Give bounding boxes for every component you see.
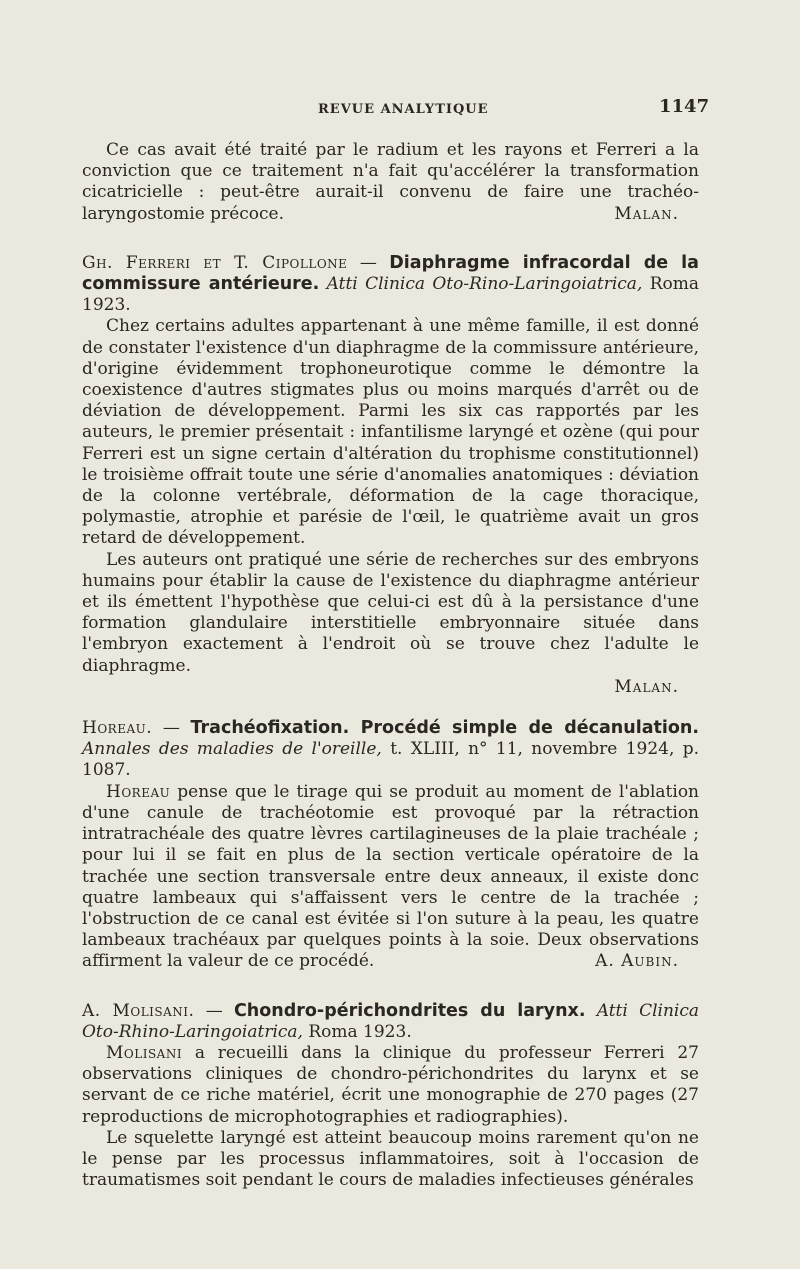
running-head: REVUE ANALYTIQUE	[318, 102, 489, 117]
entry-heading	[82, 253, 699, 317]
entry-journal: Atti Clinica Oto-Rino-Laringoiatrica,	[326, 274, 643, 295]
intro-signature: Malan.	[614, 203, 679, 224]
entry-authors: Horeau.	[82, 718, 153, 739]
entry-paragraph	[82, 1043, 699, 1128]
review-entry-horeau	[82, 718, 699, 972]
page-content	[82, 140, 699, 1191]
entry-authors: A. Molisani.	[82, 1000, 195, 1021]
entry-ref: Roma 1923.	[82, 274, 700, 316]
intro-text: Ce cas avait été traité par le radium et les rayons et Ferreri a la conviction que ce traitement n'a fait qu'accélérer la transformation cicatricielle : peut-être aurait-il convenu de faire une trachéo-laryngostomie précoce.	[82, 140, 699, 224]
entry-paragraph-lead: Molisani	[106, 1042, 183, 1063]
page-number: 1147	[659, 96, 710, 117]
entry-paragraph-lead: Horeau	[106, 781, 171, 802]
page-header	[0, 96, 800, 126]
entry-paragraph	[82, 782, 699, 973]
entry-heading	[82, 1001, 699, 1043]
entry-title: Chondro-périchondrites du larynx.	[233, 1000, 586, 1021]
entry-dash: —	[347, 252, 390, 273]
entry-journal: Atti Clinica Oto-Rhino-Laringoiatrica,	[82, 1000, 699, 1042]
entry-signature: Malan.	[614, 676, 679, 697]
entry-paragraph: Chez certains adultes appartenant à une même famille, il est donné de constater l'existence d'un diaphragme de la commissure antérieure, d'origine évidemment trophoneurotique comme le démontre la coexistence d'autres stigmates plus ou moins marqués d'arrêt ou de déviation de développement. Parmi les six cas rapportés par les auteurs, le premier présentait : infantilisme laryngé et ozène (qui pour Ferreri est un signe certain d'altération du trophisme constitutionnel) le troisième offrait toute une série d'anomalies anatomiques : déviation de la colonne vertébrale, déformation de la cage thoracique, polymastie, atrophie et parésie de l'œil, le quatrième avait un gros retard de développement.	[82, 316, 699, 549]
entry-paragraph: Le squelette laryngé est atteint beaucoup moins rarement qu'on ne le pense par les processus inflammatoires, soit à l'occasion de traumatismes soit pendant le cours de maladies infectieuses générales	[82, 1127, 699, 1191]
entry-journal: Annales des maladies de l'oreille,	[82, 739, 382, 760]
entry-signature: A. Aubin.	[595, 951, 679, 972]
review-entry-ferreri	[82, 253, 699, 698]
entry-title: Trachéofixation. Procédé simple de décanulation.	[190, 718, 700, 739]
entry-paragraph: Les auteurs ont pratiqué une série de recherches sur des embryons humains pour établir la cause de l'existence du diaphragme antérieur et ils émettent l'hypothèse que celui-ci est dû à la persistance d'une formation glandulaire interstitielle embryonnaire située dans l'embryon exactement à l'endroit où se trouve chez l'adulte le diaphragme.	[82, 549, 699, 676]
entry-dash: —	[152, 718, 191, 739]
intro-paragraph	[82, 140, 699, 225]
review-entry-molisani	[82, 1001, 699, 1192]
entry-ref: Roma 1923.	[308, 1021, 412, 1042]
entry-dash: —	[194, 1000, 234, 1021]
entry-authors: Gh. Ferreri et T. Cipollone	[82, 252, 348, 273]
entry-ref: t. XLIII, n° 11, novembre 1924, p. 1087.	[82, 739, 700, 781]
entry-title: Diaphragme infracordal de la commissure antérieure.	[82, 252, 699, 295]
entry-heading	[82, 718, 699, 782]
entry-paragraph-rest: a recueilli dans la clinique du professeur Ferreri 27 observations cliniques de chondro-périchondrites du larynx et se servant de ce riche matériel, écrit une monographie de 270 pages (27 reproductions de microphotographies et radiographies).	[82, 1042, 699, 1127]
entry-paragraph-rest: pense que le tirage qui se produit au moment de l'ablation d'une canule de trachéotomie est provoqué par la rétraction intratrachéale des quatre lèvres cartilagineuses de la plaie trachéale ; pour lui il se fait en plus de la section verticale opératoire de la trachée une section transversale entre deux anneaux, il existe donc quatre lambeaux qui s'affaissent vers le centre de la trachée ; l'obstruction de ce canal est évitée si l'on suture à la peau, les quatre lambeaux trachéaux par quelques points à la soie. Deux observations affirment la valeur de ce procédé.	[82, 781, 699, 972]
